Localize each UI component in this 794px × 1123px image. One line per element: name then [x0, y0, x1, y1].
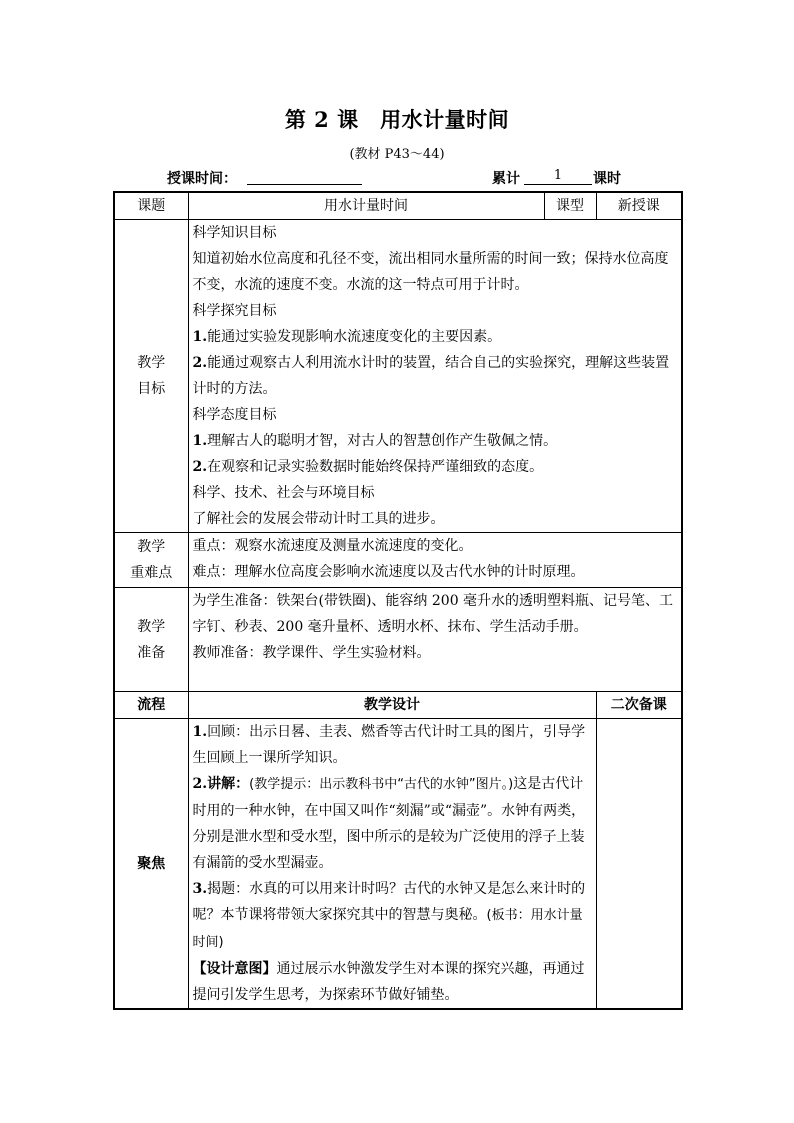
design-header: 教学设计	[188, 692, 596, 719]
key-difficulty: 难点：理解水位高度会影响水流速度以及古代水钟的计时原理。	[192, 564, 585, 580]
goal-line: 科学、技术、社会与环境目标	[192, 485, 375, 501]
textbook-pages: (教材 P43～44)	[349, 147, 445, 162]
prep-teacher: 教师准备：教学课件、学生实验材料。	[192, 645, 431, 661]
row-goals	[114, 220, 682, 533]
goal-line: 2.在观察和记录实验数据时能始终保持严谨细致的态度。	[192, 459, 544, 475]
focus-label: 聚焦	[114, 719, 188, 1010]
goal-line: 科学知识目标	[192, 225, 277, 241]
goals-label-1: 教学	[137, 355, 166, 371]
prep-students: 为学生准备：铁架台(带铁圈)、能容纳 200 毫升水的透明塑料瓶、记号笔、工字钉、秒表、200 毫升量杯、透明水杯、抹布、学生活动手册。	[192, 593, 674, 635]
goal-line: 科学态度目标	[192, 407, 277, 423]
goal-line: 1.能通过实验发现影响水流速度变化的主要因素。	[192, 329, 502, 345]
topic-value: 用水计量时间	[188, 192, 544, 220]
row-focus	[114, 719, 682, 1010]
focus-explain: 2.讲解：(教学提示：出示教科书中“古代的水钟”图片。)这是古代计时用的一种水钟，在中国又叫作“刻漏”或“漏壶”。水钟有两类，分别是泄水型和受水型，图中所示的是较为广泛使用的浮子上装有漏箭的受水型漏壶。	[192, 776, 586, 871]
focus-reveal: 3.揭题：水真的可以用来计时吗？古代的水钟又是怎么来计时的呢？本节课将带领大家探究其中的智慧与奥秘。(板书：用水计量时间)	[192, 881, 586, 950]
goals-label-2: 目标	[137, 381, 166, 397]
second-prep-cell[interactable]	[596, 719, 682, 1010]
focus-intent: 【设计意图】通过展示水钟激发学生对本课的探究兴趣，再通过提问引发学生思考，为探索环节做好铺垫。	[192, 961, 585, 1003]
row-topic	[114, 192, 682, 220]
prep-label-2: 准备	[137, 644, 166, 661]
time-label: 授课时间：	[167, 171, 237, 187]
type-value: 新授课	[596, 192, 682, 220]
row-flow-header	[114, 692, 682, 719]
row-prep	[114, 588, 682, 692]
goal-line: 知道初始水位高度和孔径不变，流出相同水量所需的时间一致；保持水位高度不变，水流的速度不变。水流的这一特点可用于计时。	[192, 251, 669, 293]
prep-label-1: 教学	[137, 618, 166, 635]
goal-line: 了解社会的发展会带动计时工具的进步。	[192, 511, 445, 527]
goals-content	[188, 220, 682, 533]
total-value: 1	[553, 168, 563, 183]
prep-content	[188, 588, 682, 692]
key-label-2: 重难点	[130, 565, 173, 581]
key-content	[188, 533, 682, 588]
goals-label	[114, 220, 188, 533]
review-header: 二次备课	[596, 692, 682, 719]
lesson-meta	[167, 168, 677, 188]
lesson-plan-table	[113, 191, 683, 1010]
goal-line: 科学探究目标	[192, 303, 277, 319]
total-label: 累计	[492, 171, 520, 187]
focus-review: 1.回顾：出示日晷、圭表、燃香等古代计时工具的图片，引导学生回顾上一课所学知识。	[192, 724, 586, 766]
topic-label: 课题	[114, 192, 188, 220]
row-key-points	[114, 533, 682, 588]
goal-line: 1.理解古人的聪明才智，对古人的智慧创作产生敬佩之情。	[192, 433, 558, 449]
total-unit: 课时	[593, 171, 621, 187]
page-title: 第 2 课 用水计量时间	[284, 107, 510, 132]
time-blank	[247, 184, 362, 185]
type-label: 课型	[544, 192, 596, 220]
flow-header: 流程	[114, 692, 188, 719]
prep-label	[114, 588, 188, 692]
key-focus: 重点：观察水流速度及测量水流速度的变化。	[192, 538, 473, 554]
key-label	[114, 533, 188, 588]
total-blank	[524, 184, 592, 185]
focus-content	[188, 719, 596, 1010]
goal-line: 2.能通过观察古人利用流水计时的装置，结合自己的实验探究，理解这些装置计时的方法。	[192, 355, 670, 397]
key-label-1: 教学	[137, 539, 166, 555]
